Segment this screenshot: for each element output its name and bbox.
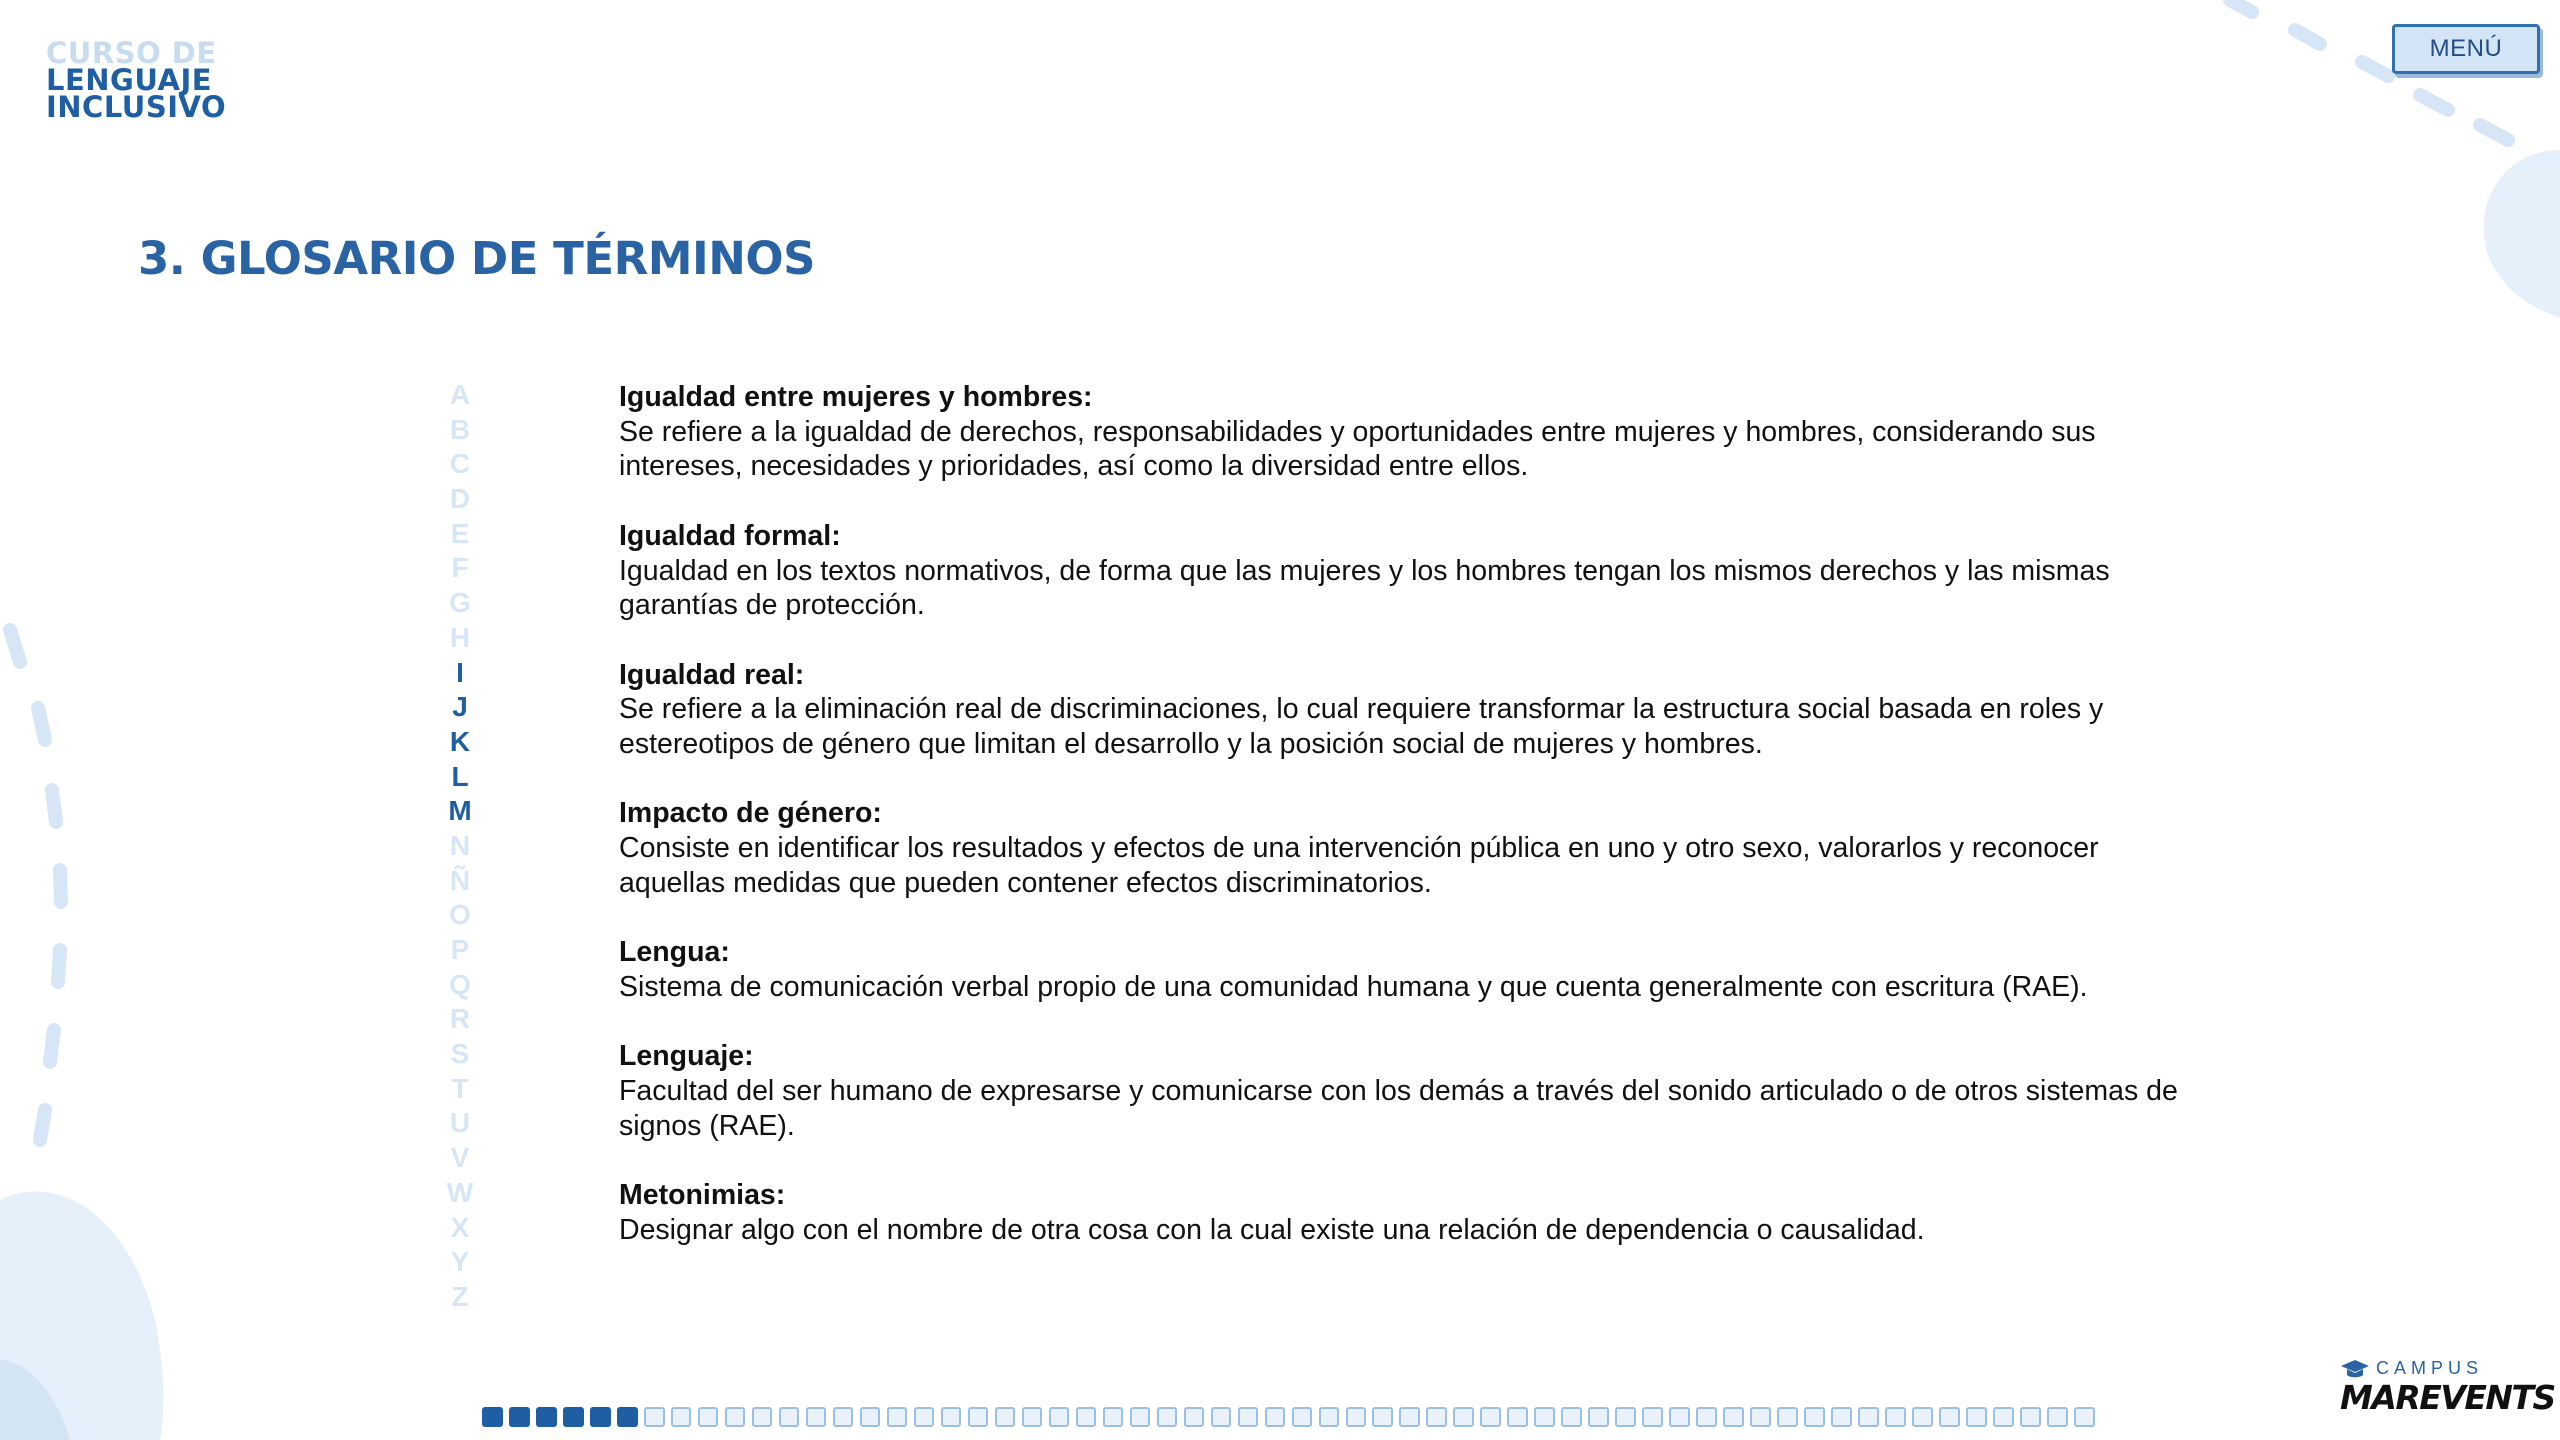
brand-name-text: MAREVENTS (2340, 1378, 2555, 1417)
page-dot[interactable] (752, 1407, 773, 1427)
page-dot[interactable] (1184, 1407, 1205, 1427)
glossary-definition: Se refiere a la eliminación real de discriminaciones, lo cual requiere transformar la estructura social basada en roles y estereotipos de género que limitan el desarrollo y la posición social de mujeres y hombres. (619, 693, 2104, 760)
alphabet-letter[interactable]: J (452, 691, 468, 723)
page-dot[interactable] (1696, 1407, 1717, 1427)
brand-logo (2340, 1358, 2555, 1418)
page-dot[interactable] (968, 1407, 989, 1427)
page-title: 3. GLOSARIO DE TÉRMINOS (138, 232, 816, 285)
page-dot[interactable] (1939, 1407, 1960, 1427)
page-dot[interactable] (563, 1407, 584, 1427)
page-dot[interactable] (1723, 1407, 1744, 1427)
page-dot[interactable] (1319, 1407, 1340, 1427)
alphabet-letter[interactable]: U (449, 1107, 471, 1139)
page-dot[interactable] (1157, 1407, 1178, 1427)
alphabet-letter[interactable]: Y (450, 1246, 470, 1278)
glossary-entry (619, 1039, 2199, 1143)
glossary-definition: Consiste en identificar los resultados y efectos de una intervención pública en uno y otro sexo, valorarlos y reconocer aquellas medidas que pueden contener efectos discriminatorios. (619, 832, 2099, 899)
page-dot[interactable] (1211, 1407, 1232, 1427)
page-dot[interactable] (860, 1407, 881, 1427)
page-dot[interactable] (1858, 1407, 1879, 1427)
glossary-entry (619, 519, 2199, 623)
course-title (46, 36, 227, 124)
page-dot[interactable] (941, 1407, 962, 1427)
alphabet-letter[interactable]: O (449, 899, 471, 931)
glossary-definition: Igualdad en los textos normativos, de forma que las mujeres y los hombres tengan los mismos derechos y las mismas garantías de protección. (619, 554, 2110, 622)
glossary-definition: Sistema de comunicación verbal propio de una comunidad humana y que cuenta generalmente con escritura (RAE). (619, 970, 2088, 1003)
page-dot[interactable] (1265, 1407, 1286, 1427)
page-dot[interactable] (1669, 1407, 1690, 1427)
glossary-term: Lengua: (619, 936, 730, 969)
glossary-entry (619, 658, 2199, 762)
page-dot[interactable] (509, 1407, 530, 1427)
alphabet-index (440, 378, 480, 1315)
alphabet-letter[interactable]: Z (451, 1280, 469, 1312)
page-dot[interactable] (1292, 1407, 1313, 1427)
page-dot[interactable] (1238, 1407, 1259, 1427)
page-dot[interactable] (833, 1407, 854, 1427)
page-dot[interactable] (1453, 1407, 1474, 1427)
brand-campus-text: CAMPUS (2376, 1358, 2484, 1378)
course-title-line1: CURSO DE (46, 36, 217, 70)
alphabet-letter[interactable]: A (449, 379, 471, 410)
alphabet-letter[interactable]: W (446, 1176, 474, 1208)
page-dot[interactable] (887, 1407, 908, 1427)
page-dot[interactable] (1022, 1407, 1043, 1427)
page-dot[interactable] (1885, 1407, 1906, 1427)
page-dot[interactable] (806, 1407, 827, 1427)
alphabet-letter[interactable]: E (450, 517, 470, 549)
page-dot[interactable] (1480, 1407, 1501, 1427)
menu-button[interactable]: MENÚ (2392, 24, 2540, 74)
page-dot[interactable] (2047, 1407, 2068, 1427)
glossary-entry (619, 380, 2199, 484)
page-dot[interactable] (671, 1407, 692, 1427)
alphabet-letter[interactable]: D (449, 483, 471, 515)
page-dot[interactable] (2074, 1407, 2095, 1427)
glossary-term: Igualdad formal: (619, 519, 841, 552)
glossary-entry (619, 935, 2199, 1004)
page-dot[interactable] (1103, 1407, 1124, 1427)
page-dot[interactable] (1372, 1407, 1393, 1427)
course-title-line2: LENGUAJE (46, 63, 213, 97)
glossary-definition: Facultad del ser humano de expresarse y comunicarse con los demás a través del sonido articulado o de otros sistemas de signos (RAE). (619, 1074, 2178, 1142)
alphabet-letter[interactable]: L (451, 760, 469, 792)
alphabet-letter[interactable]: X (450, 1211, 470, 1243)
glossary-definition: Se refiere a la igualdad de derechos, responsabilidades y oportunidades entre mujeres y hombres, considerando sus intereses, necesidades y prioridades, así como la diversidad entre ellos. (619, 415, 2096, 483)
page-dot[interactable] (1993, 1407, 2014, 1427)
glossary-term: Metonimias: (619, 1179, 786, 1212)
page-dot[interactable] (1130, 1407, 1151, 1427)
alphabet-letter[interactable]: G (449, 587, 471, 619)
alphabet-letter[interactable]: I (456, 656, 464, 688)
page-dot[interactable] (536, 1407, 557, 1427)
page-dot[interactable] (779, 1407, 800, 1427)
page-dot[interactable] (1777, 1407, 1798, 1427)
page-dot[interactable] (1750, 1407, 1771, 1427)
alphabet-letter[interactable]: R (449, 1003, 471, 1035)
glossary-entry (619, 1178, 2199, 1247)
page-dot[interactable] (1507, 1407, 1528, 1427)
graduation-cap-icon (2340, 1358, 2370, 1380)
page-dot[interactable] (1615, 1407, 1636, 1427)
page-dot[interactable] (1399, 1407, 1420, 1427)
alphabet-letter[interactable]: T (451, 1072, 469, 1104)
alphabet-letter[interactable]: H (449, 621, 471, 653)
page-dot[interactable] (2020, 1407, 2041, 1427)
alphabet-letter[interactable]: F (451, 552, 469, 584)
page-dot[interactable] (1076, 1407, 1097, 1427)
page-dot[interactable] (617, 1407, 638, 1427)
page-dot[interactable] (482, 1407, 503, 1427)
alphabet-letter[interactable]: P (450, 934, 470, 965)
page-dot[interactable] (698, 1407, 719, 1427)
page-dot[interactable] (1346, 1407, 1367, 1427)
page-dot[interactable] (1912, 1407, 1933, 1427)
page-dot[interactable] (1426, 1407, 1447, 1427)
glossary-entry (619, 796, 2199, 900)
page-dot[interactable] (1561, 1407, 1582, 1427)
page-dot[interactable] (644, 1407, 665, 1427)
alphabet-letter[interactable]: Ñ (449, 864, 471, 896)
page-dot[interactable] (1049, 1407, 1070, 1427)
page-dot[interactable] (590, 1407, 611, 1427)
page-dot[interactable] (914, 1407, 935, 1427)
course-title-line3: INCLUSIVO (46, 90, 227, 124)
alphabet-letter[interactable]: S (450, 1038, 470, 1070)
glossary-term: Igualdad entre mujeres y hombres: (619, 381, 1093, 413)
page-dot[interactable] (1966, 1407, 1987, 1427)
alphabet-letter[interactable]: Q (449, 968, 471, 1000)
glossary-definition: Designar algo con el nombre de otra cosa con la cual existe una relación de dependencia o causalidad. (619, 1213, 1925, 1246)
page-dot[interactable] (1804, 1407, 1825, 1427)
page-progress (482, 1407, 2095, 1427)
page-dot[interactable] (995, 1407, 1016, 1427)
page-dot[interactable] (1588, 1407, 1609, 1427)
alphabet-letter[interactable]: C (449, 448, 471, 480)
glossary-list (619, 380, 2199, 1282)
glossary-term: Lenguaje: (619, 1040, 754, 1073)
page-dot[interactable] (1642, 1407, 1663, 1427)
alphabet-letter[interactable]: N (449, 829, 471, 861)
page-dot[interactable] (1534, 1407, 1555, 1427)
alphabet-letter[interactable]: K (449, 725, 471, 757)
alphabet-letter[interactable]: V (450, 1142, 470, 1174)
alphabet-letter[interactable]: B (449, 413, 471, 445)
page-dot[interactable] (1831, 1407, 1852, 1427)
glossary-term: Impacto de género: (619, 797, 882, 830)
alphabet-letter[interactable]: M (448, 795, 472, 827)
glossary-term: Igualdad real: (619, 658, 805, 691)
page-dot[interactable] (725, 1407, 746, 1427)
